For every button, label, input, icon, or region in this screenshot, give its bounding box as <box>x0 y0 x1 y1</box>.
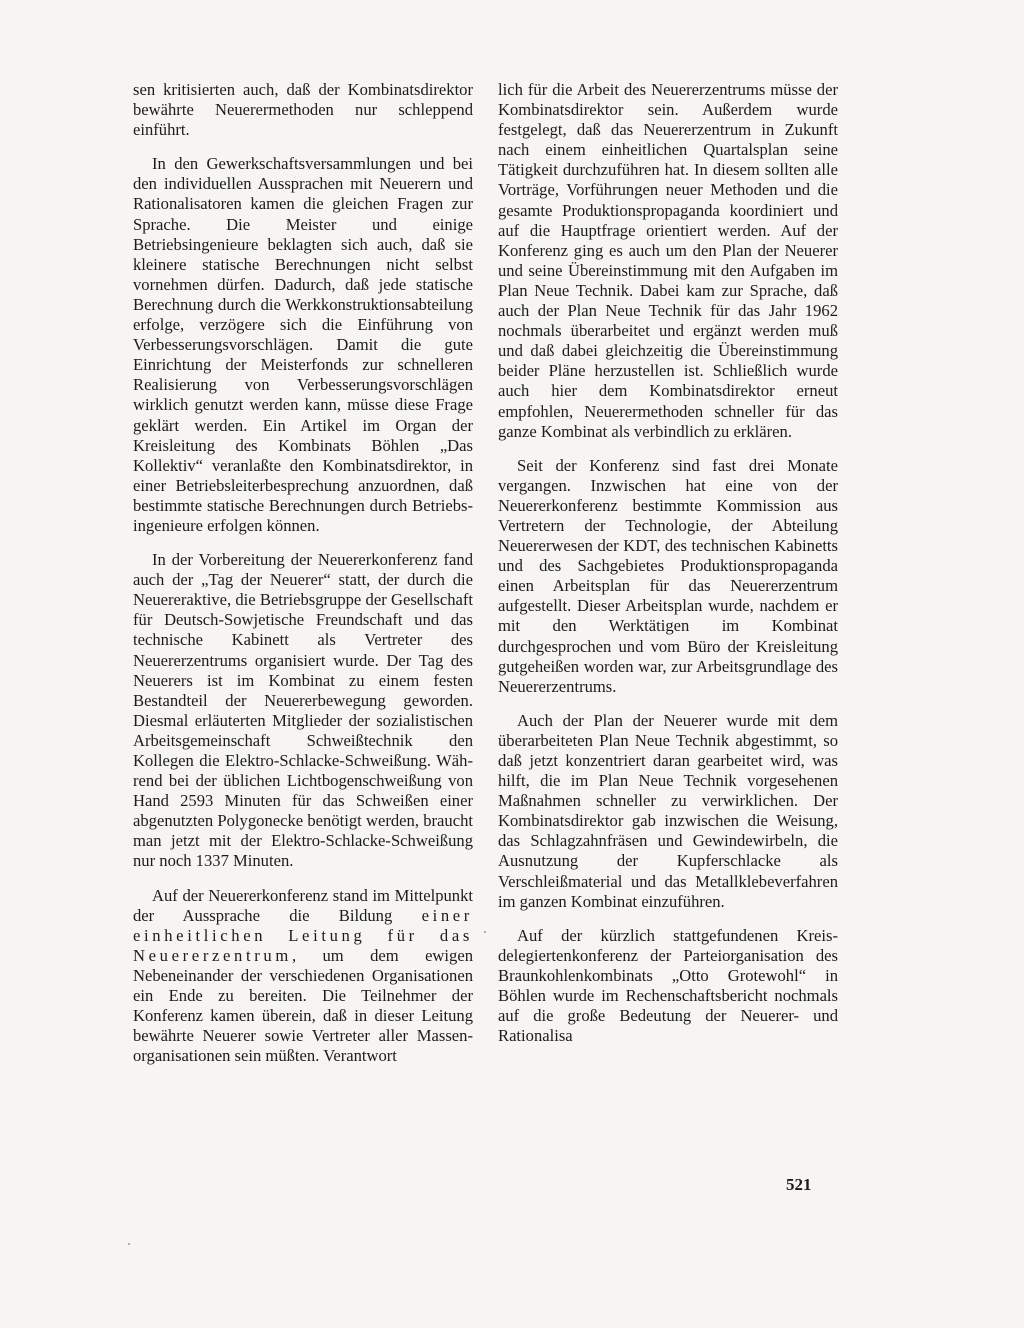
paragraph <box>133 886 473 1067</box>
emphasized-text: einer einheitlichen Leitung für das Neuererzentrum <box>133 905 473 965</box>
paragraph: Auf der kürzlich stattgefundenen Kreisdelegiertenkonferenz der Parteiorganisation des Braunkohlenkombinats „Otto Grotewohl“ in Böhlen wurde im Rechenschaftsbericht nochmals auf die große Bedeutung der Neuerer- und Rationalisa <box>498 925 838 1046</box>
print-speck <box>128 1243 130 1245</box>
print-speck <box>484 931 486 933</box>
paragraph: lich für die Arbeit des Neuererzentrums müsse der Kombinatsdirektor sein. Außerdem wurde festgelegt, daß das Neuererzentrum in Zukunft nach einem einheitlichen Quartalsplan seine Tätigkeit durchzuführen hat. In diesem sollten alle Vorträge, Vorführungen neuer Methoden und die gesamte Produktionspropaganda koordiniert und auf die Hauptfrage orientiert werden. Auf der Konferenz ging es auch um den Plan der Neuerer und seine Übereinstimmung mit den Aufgaben im Plan Neue Technik. Dabei kam zur Sprache, daß auch der Plan Neue Technik für das Jahr 1962 nochmals überarbeitet und ergänzt werden muß und daß dabei gleichzeitig die Übereinstimmung beider Pläne herzustellen ist. Schließlich wurde auch hier dem Kombinatsdirektor erneut empfohlen, Neuerermethoden schneller für das ganze Kombinat als verbindlich zu erklären. <box>498 80 838 441</box>
paragraph: sen kritisierten auch, daß der Kombinatsdirektor bewährte Neuerermethoden nur schleppend einführt. <box>133 80 473 140</box>
paragraph-text: , um dem ewigen Nebeneinander der verschiedenen Organisationen ein Ende zu bereiten. Die Teilnehmer der Konferenz kamen überein, daß in dieser Leitung bewährte Neuerer sowie Vertreter aller Massenorganisationen sein müßten. Verantwort <box>133 945 473 1066</box>
right-column <box>498 80 838 1060</box>
page-number: 521 <box>786 1175 812 1194</box>
paragraph: In den Gewerkschaftsversammlungen und bei den individuellen Aussprachen mit Neuerern und Rationalisatoren kamen die gleichen Fragen zur Sprache. Die Meister und einige Betriebsingenieure beklagten sich auch, daß sie kleinere statische Berechnungen nicht selbst vornehmen dürfen. Dadurch, daß jede statische Berechnung durch die Werkkonstruktionsabteilung erfolge, verzögere sich die Einführung von Verbesserungsvorschlägen. Damit die gute Einrichtung der Meisterfonds zur schnelleren Realisierung von Verbesserungsvorschlägen wirklich genutzt werden kann, müsse diese Frage geklärt werden. Ein Artikel im Organ der Kreisleitung des Kombinats Böhlen „Das Kollektiv“ veranlaßte den Kombinatsdirektor, in einer Betriebsleiterbesprechung anzuordnen, daß bestimmte statische Berechnungen durch Betriebsingenieure erfolgen können. <box>133 154 473 535</box>
paragraph: Seit der Konferenz sind fast drei Monate vergangen. Inzwischen hat eine von der Neuererkonferenz bestimmte Kommission aus Vertretern der Technologie, der Abteilung Neuererwesen der KDT, des technischen Kabinetts und des Sachgebietes Produktionspropaganda einen Arbeitsplan für das Neuererzentrum aufgestellt. Dieser Arbeitsplan wurde, nachdem er mit den Werktätigen im Kombinat durchgesprochen und vom Büro der Kreisleitung gutgeheißen worden war, zur Arbeitsgrundlage des Neuererzentrums. <box>498 455 838 696</box>
paragraph-text: Auf der Neuererkonferenz stand im Mittelpunkt der Aussprache die Bildung <box>133 885 473 925</box>
paragraph: In der Vorbereitung der Neuererkonferenz fand auch der „Tag der Neuerer“ statt, der durch die Neuereraktive, die Betriebsgruppe der Gesellschaft für Deutsch-Sowjetische Freundschaft und das technische Kabinett als Vertreter des Neuererzentrums organisiert wurde. Der Tag des Neuerers ist im Kombinat zu einem festen Bestandteil der Neuererbewegung geworden. Diesmal erläuterten Mitglieder der sozialistischen Arbeitsgemeinschaft Schweißtechnik den Kollegen die Elektro-Schlacke-Schweißung. Während bei der üblichen Lichtbogenschweißung von Hand 2593 Minuten für das Schweißen einer abgenutzten Polygonecke benötigt werden, braucht man jetzt mit der Elektro-Schlacke-Schweißung nur noch 1337 Minuten. <box>133 550 473 871</box>
paragraph: Auch der Plan der Neuerer wurde mit dem überarbeiteten Plan Neue Technik abgestimmt, so daß jetzt konzentriert daran gearbeitet wird, was hilft, die im Plan Neue Technik vorgesehenen Maßnahmen schneller zu verwirklichen. Der Kombinatsdirektor gab inzwischen die Weisung, das Schlagzahnfräsen und Gewindewirbeln, die Ausnutzung der Kupferschlacke als Verschleißmaterial und das Metallklebeverfahren im ganzen Kombinat einzuführen. <box>498 710 838 911</box>
left-column <box>133 80 473 1080</box>
